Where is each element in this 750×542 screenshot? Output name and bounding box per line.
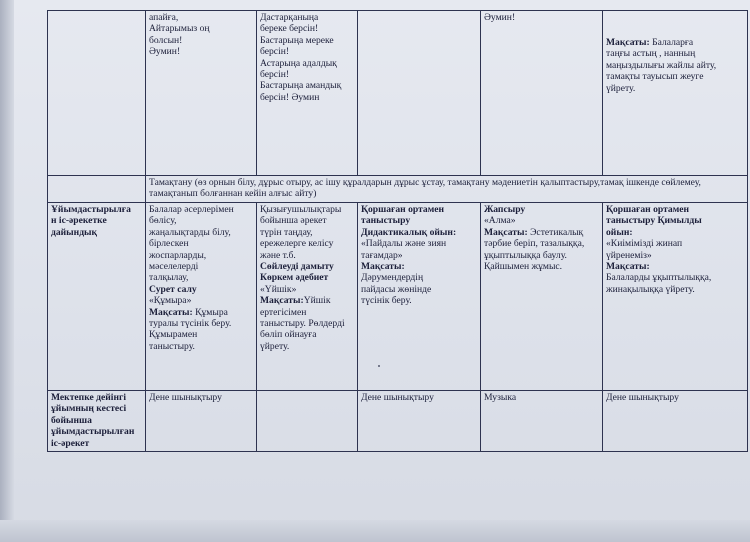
text-line: Бастарыңа амандық <box>260 80 342 92</box>
text-line: үйрету. <box>260 340 290 352</box>
text-line: мәселелерді <box>149 261 199 273</box>
activity-title: ойын: <box>606 226 633 238</box>
text-line: жаңалықтарды білу, <box>149 226 231 238</box>
text-line: үйренеміз» <box>606 249 652 261</box>
goal-label: Мақсаты: <box>484 226 528 238</box>
text-line: Қайшымен жұмыс. <box>484 261 563 273</box>
text-line: түсінік беру. <box>361 295 412 307</box>
text-line: тағамдар» <box>361 249 403 261</box>
row-label-line: Мектепке дейінгі <box>51 392 127 403</box>
row1-cell-2 <box>146 11 257 176</box>
text-line: ертегісімен <box>260 306 307 318</box>
row1-cell-5 <box>481 11 603 176</box>
text-line: жоспарларды, <box>149 249 207 261</box>
activity-title: Қоршаған ортамен <box>606 204 690 215</box>
text-line <box>606 37 745 48</box>
text-line: бөліп ойнауға <box>260 329 317 341</box>
text-line: бойынша әрекет <box>260 215 327 227</box>
activity-title: таныстыру <box>361 215 411 227</box>
table-row <box>48 11 748 176</box>
row4-cell-2 <box>146 391 257 452</box>
scan-dust-speck <box>378 365 380 367</box>
subject-text: Дене шынықтыру <box>149 392 222 403</box>
text-line: бөлісу, <box>149 215 177 227</box>
text-line: маңыздылығы жайлы айту, <box>606 59 717 71</box>
goal-label: Мақсаты: <box>361 261 405 273</box>
row4-cell-6 <box>603 391 748 452</box>
page-left-shadow <box>0 0 14 542</box>
text-line: Құмырамен <box>149 329 198 341</box>
table-row <box>48 391 748 452</box>
activity-title: Сөйлеуді дамыту <box>260 261 334 273</box>
text-line: таңғы астың , нанның <box>606 48 696 60</box>
goal-text: Эстетикалық <box>527 226 584 238</box>
text-line <box>260 295 355 306</box>
row4-cell-5 <box>481 391 603 452</box>
activity-topic: «Алма» <box>484 215 516 227</box>
game-label: Дидактикалық ойын: <box>361 226 457 238</box>
text-line: апайға, <box>149 12 179 23</box>
row3-cell-3 <box>257 203 358 391</box>
row2-label-cell <box>48 176 146 203</box>
goal-text: Үйшік <box>303 295 331 307</box>
row3-cell-5 <box>481 203 603 391</box>
row4-label-cell <box>48 391 146 452</box>
subject-text: Дене шынықтыру <box>361 392 434 403</box>
subject-text: Дене шынықтыру <box>606 392 679 403</box>
text-line: және т.б. <box>260 249 296 261</box>
text-line: Астарыңа адалдық <box>260 57 337 69</box>
subject-text: Музыка <box>484 392 517 403</box>
text-line: Әумин! <box>484 12 516 23</box>
text-line: туралы түсінік беру. <box>149 318 232 330</box>
table-row <box>48 203 748 391</box>
text-line: Әумин! <box>149 46 181 58</box>
text-line: ережелерге келісу <box>260 238 334 250</box>
row1-cell-6 <box>603 11 748 176</box>
row3-cell-4 <box>358 203 481 391</box>
text-line: тәрбие беріп, тазалыққа, <box>484 238 585 250</box>
row3-cell-2 <box>146 203 257 391</box>
goal-label: Мақсаты: <box>606 261 650 273</box>
text-line: таныстыру. <box>149 340 195 352</box>
schedule-table <box>47 10 748 452</box>
text-line: Балаларды ұқыптылыққа, <box>606 272 712 284</box>
text-line <box>484 227 600 238</box>
row1-label-cell <box>48 11 146 176</box>
text-line <box>149 307 254 318</box>
text-line: бірлескен <box>149 238 189 250</box>
text-line: Балалар әсерлерімен <box>149 204 234 215</box>
row4-cell-3 <box>257 391 358 452</box>
activity-topic: «Үйшік» <box>260 283 297 295</box>
goal-label: Мақсаты: <box>149 306 193 318</box>
text-line: таныстыру. Рөлдерді <box>260 318 345 330</box>
row-label-line: іс-әрекет <box>51 437 90 449</box>
goal-text: Балаларға <box>649 37 694 48</box>
text-line: берсін! <box>260 69 290 81</box>
activity-title: Сурет салу <box>149 283 197 295</box>
text-line: ұқыптылыққа баулу. <box>484 249 567 261</box>
text-line: Айтарымыз оң <box>149 23 210 35</box>
text-line: болсын! <box>149 34 183 46</box>
row-label-line: дайындық <box>51 226 98 238</box>
text-line: үйрету. <box>606 82 636 94</box>
activity-title: Жапсыру <box>484 204 526 215</box>
row3-label-cell <box>48 203 146 391</box>
row-label-line: Ұйымдастырылға <box>51 204 131 215</box>
goal-label: Мақсаты: <box>606 37 650 48</box>
text-line: жинақылыққа үйрету. <box>606 283 695 295</box>
row1-cell-4 <box>358 11 481 176</box>
activity-title: Көркем әдебиет <box>260 272 329 284</box>
text-line: пайдасы жөнінде <box>361 283 432 295</box>
activity-topic: «Құмыра» <box>149 295 192 307</box>
row-label-line: н іс-әрекетке <box>51 215 107 227</box>
activity-title: Қоршаған ортамен <box>361 204 445 215</box>
text-line: берсін! <box>260 46 290 58</box>
goal-text: Құмыра <box>192 306 228 318</box>
table-row <box>48 176 748 203</box>
text-line: талқылау, <box>149 272 189 284</box>
text-line: «Пайдалы және зиян <box>361 238 447 250</box>
row-label-line: ұйымның кестесі <box>51 403 127 415</box>
text-line: тамақты тауысып жеуге <box>606 71 704 83</box>
row-label-line: бойынша <box>51 414 92 426</box>
text-line: Қызығушылықтары <box>260 204 342 215</box>
row-label-line: ұйымдастырылған <box>51 426 135 438</box>
meal-rules-text: Тамақтану (өз орнын білу, дұрыс отыру, ас ішу құралдарын дұрыс ұстау, тамақтану мәдениетін қалыптастыру,тамақ ішкенде сөйлемеу, тамақтанып болғаннан кейін алғыс айту) <box>149 177 701 200</box>
text-line: Дәрумендердің <box>361 272 424 284</box>
row1-cell-3 <box>257 11 358 176</box>
text-line: «Киімімізді жинап <box>606 238 683 250</box>
text-line: Бастарыңа мереке <box>260 34 334 46</box>
text-line: түрін таңдау, <box>260 226 313 238</box>
text-line: Дастарқаныңа <box>260 12 319 23</box>
text-line: берсін! Әумин <box>260 91 320 103</box>
row3-cell-6 <box>603 203 748 391</box>
page-bottom-shadow <box>0 520 750 542</box>
activity-title: таныстыру Қимылды <box>606 215 702 227</box>
text-line: береке берсін! <box>260 23 319 35</box>
row4-cell-4 <box>358 391 481 452</box>
goal-label: Мақсаты: <box>260 295 304 307</box>
meal-rules-cell <box>146 176 748 203</box>
